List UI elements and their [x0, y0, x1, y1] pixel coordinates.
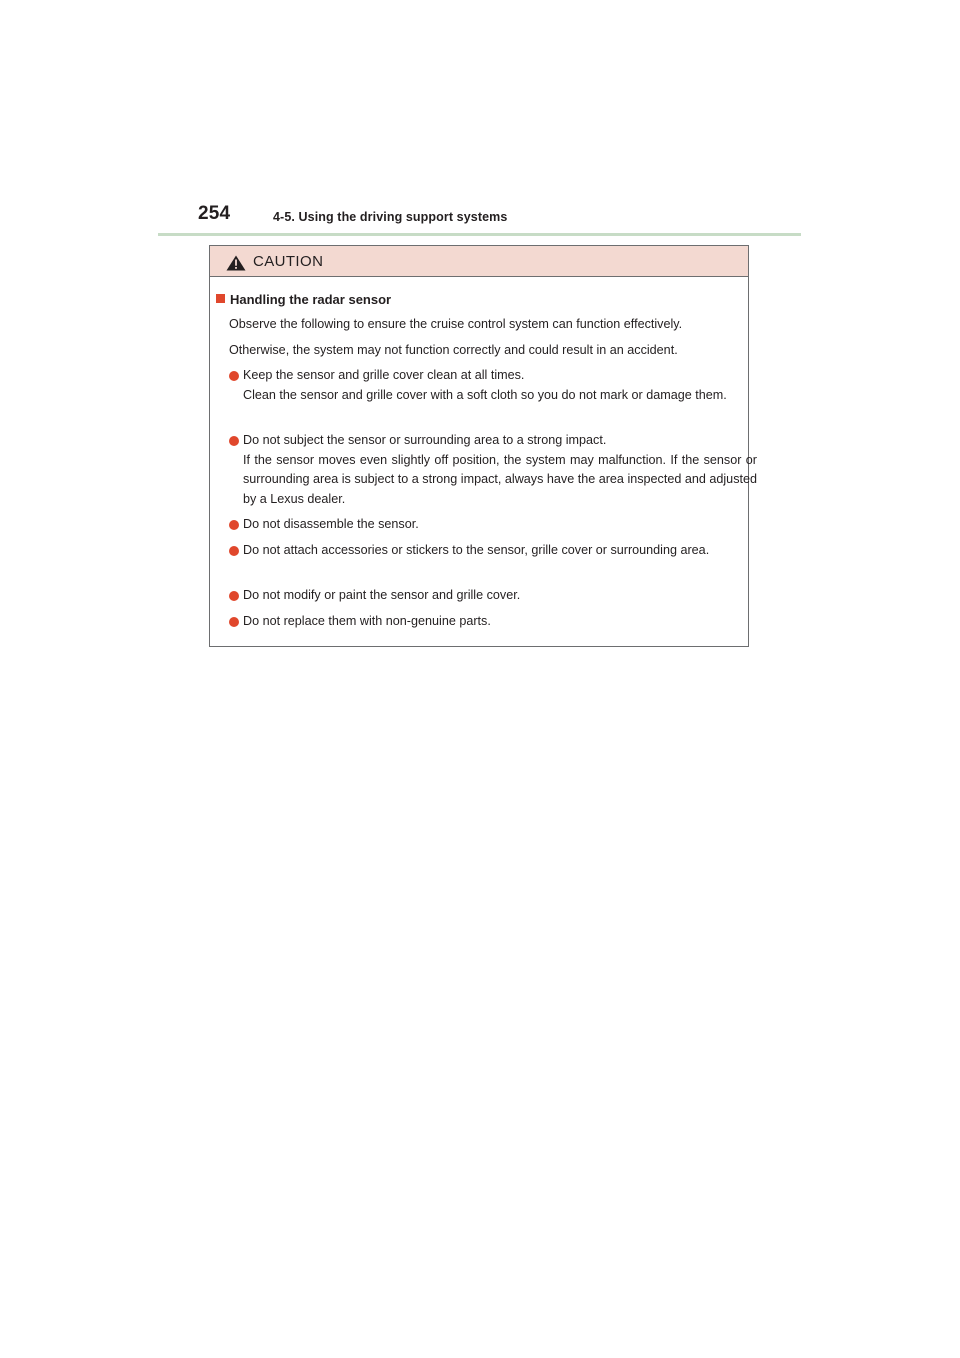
bullet-detail: If the sensor moves even slightly off position, the system may malfunction. If the sensor or surrounding area is subject to a strong impact, always have the area inspected and adjusted by a Lexus dealer.: [243, 452, 757, 506]
bullet-dot-icon: [229, 617, 239, 627]
caution-box: [209, 245, 757, 647]
caution-title: CAUTION: [253, 253, 324, 270]
square-bullet-icon: [216, 294, 225, 303]
caution-subhead-text: Handling the radar sensor: [230, 292, 392, 307]
caution-bullet: [229, 541, 757, 561]
bullet-dot-icon: [229, 371, 239, 381]
caution-intro-2: Otherwise, the system may not function correctly and could result in an accident.: [229, 343, 678, 357]
page-header: [198, 203, 802, 235]
caution-body: [210, 277, 757, 646]
caution-subhead: [216, 290, 391, 310]
caution-bullet: [229, 515, 757, 535]
caution-bullet: [229, 366, 757, 405]
caution-header: [210, 246, 748, 277]
bullet-text: Do not disassemble the sensor.: [243, 517, 419, 531]
bullet-text: Do not modify or paint the sensor and grille cover.: [243, 588, 521, 602]
bullet-text: Do not replace them with non-genuine parts.: [243, 614, 491, 628]
bullet-dot-icon: [229, 436, 239, 446]
bullet-dot-icon: [229, 520, 239, 530]
caution-intro-1: Observe the following to ensure the cruise control system can function effectively.: [229, 317, 683, 331]
caution-bullet: [229, 612, 757, 632]
warning-triangle-icon: [226, 255, 246, 271]
bullet-text: Keep the sensor and grille cover clean at all times.: [243, 368, 525, 382]
section-title: 4-5. Using the driving support systems: [273, 210, 508, 224]
bullet-text: Do not attach accessories or stickers to the sensor, grille cover or surrounding area.: [243, 543, 710, 557]
bullet-dot-icon: [229, 591, 239, 601]
bullet-detail: Clean the sensor and grille cover with a soft cloth so you do not mark or damage them.: [243, 387, 727, 402]
bullet-dot-icon: [229, 546, 239, 556]
caution-bullet: [229, 586, 757, 606]
bullet-text: Do not subject the sensor or surrounding area to a strong impact.: [243, 433, 607, 447]
header-divider: [158, 233, 801, 236]
caution-bullet: [229, 431, 757, 509]
page-number: 254: [198, 203, 231, 224]
